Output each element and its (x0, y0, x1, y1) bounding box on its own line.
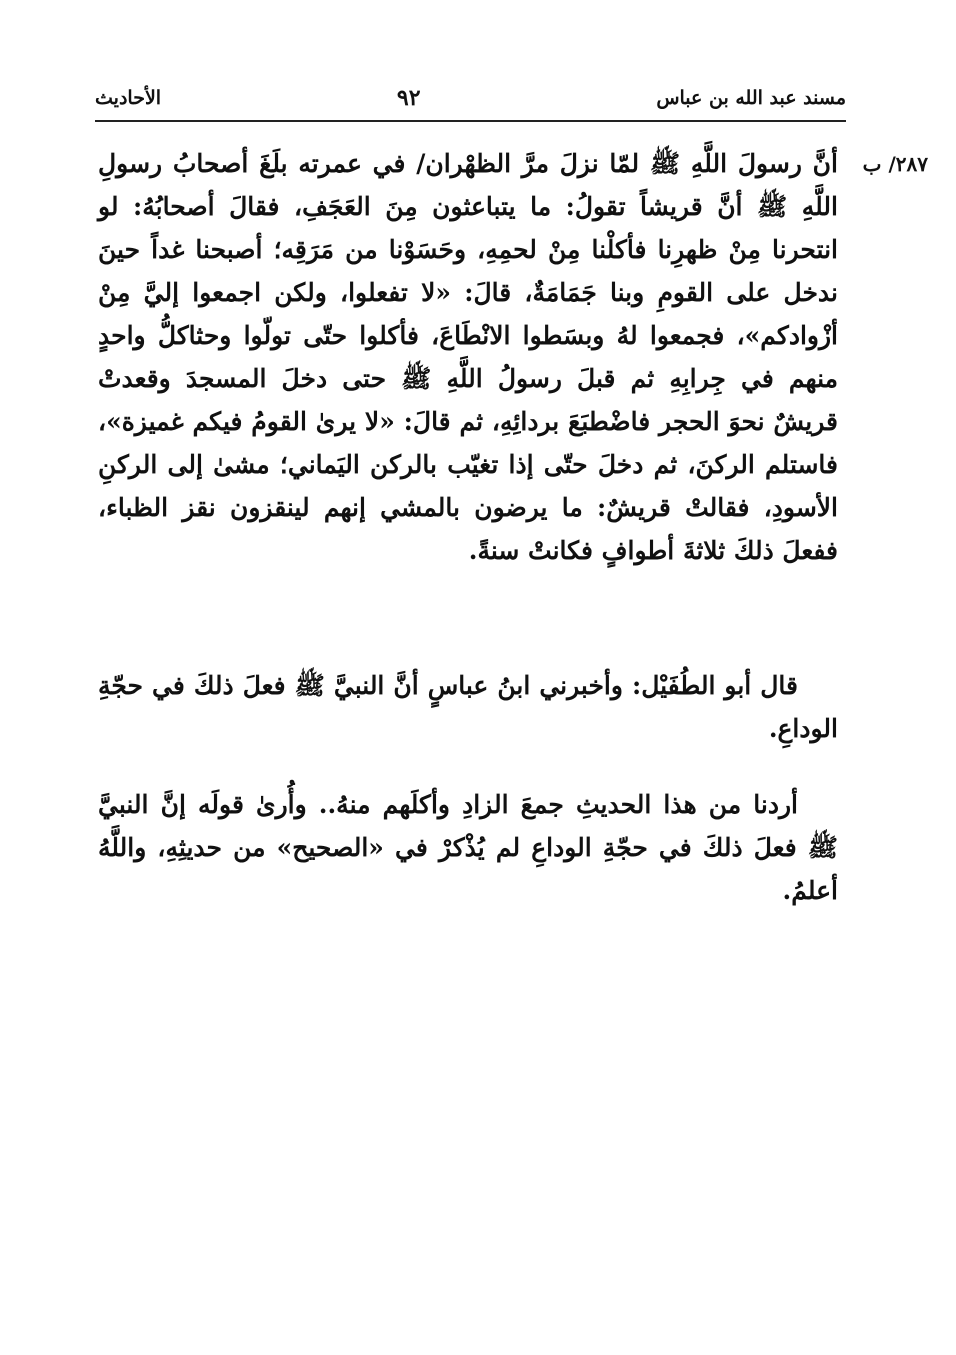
book-title: مسند عبد الله بن عباس (656, 87, 846, 109)
hadith-paragraph (98, 142, 838, 572)
page-number: ٩٢ (396, 85, 421, 111)
margin-note: ٢٨٧/ ب (862, 152, 928, 176)
paragraph-text: أردنا من هذا الحديثِ جمعَ الزادِ وأكلَهم منهُ.. وأُرىٰ قولَه إنَّ النبيَّ ﷺ فعلَ ذلكَ في حجّةِ الوداعِ لم يُذْكرْ في «الصحيح» من حديثِهِ، واللَّهُ أعلمُ. (98, 790, 838, 905)
commentary-paragraph (98, 783, 838, 912)
page-header (95, 78, 846, 118)
narrator-paragraph (98, 664, 838, 750)
header-rule (95, 120, 846, 122)
section-title: الأحاديث (95, 87, 162, 109)
paragraph-text: قال أبو الطُفَيْل: وأخبرني ابنُ عباسٍ أنَّ النبيَّ ﷺ فعلَ ذلكَ في حجّةِ الوداعِ. (98, 671, 838, 743)
paragraph-text: أنَّ رسولَ اللَّهِ ﷺ لمّا نزلَ مرَّ الظهْران/ في عمرته بلَغَ أصحابُ رسولِ اللَّهِ ﷺ أنَّ قريشاً تقولُ: ما يتباعثون مِنَ العَجَفِ، فقالَ أصحابُهُ: لو انتحرنا مِنْ ظهرِنا فأكلْنا مِنْ لحمِهِ، وحَسَوْنا من مَرَقِه؛ أصبحنا غداً حينَ ندخل على القومِ وبنا جَمَامَةٌ، قالَ: «لا تفعلوا، ولكن اجمعوا إليَّ مِنْ أزْوادكم»، فجمعوا لهُ وبسَطوا الانْطَاعَ، فأكلوا حتّى تولّوا وحثاكلُّ واحدٍ منهم في جِرابِهِ ثم قبلَ رسولُ اللَّهِ ﷺ حتى دخلَ المسجدَ وقعدتْ قريشٌ نحوَ الحجر فاضْطبَعَ بردائِهِ، ثم قالَ: «لا يرىٰ القومُ فيكم غميزة»، فاستلم الركنَ، ثم دخلَ حتّى إذا تغيّب بالركن اليَماني؛ مشىٰ إلى الركنِ الأسودِ، فقالتْ قريشٌ: ما يرضون بالمشي إنهم لينقزون نقز الظباء، ففعلَ ذلكَ ثلاثةَ أطوافٍ فكانتْ سنةً. (98, 149, 838, 565)
